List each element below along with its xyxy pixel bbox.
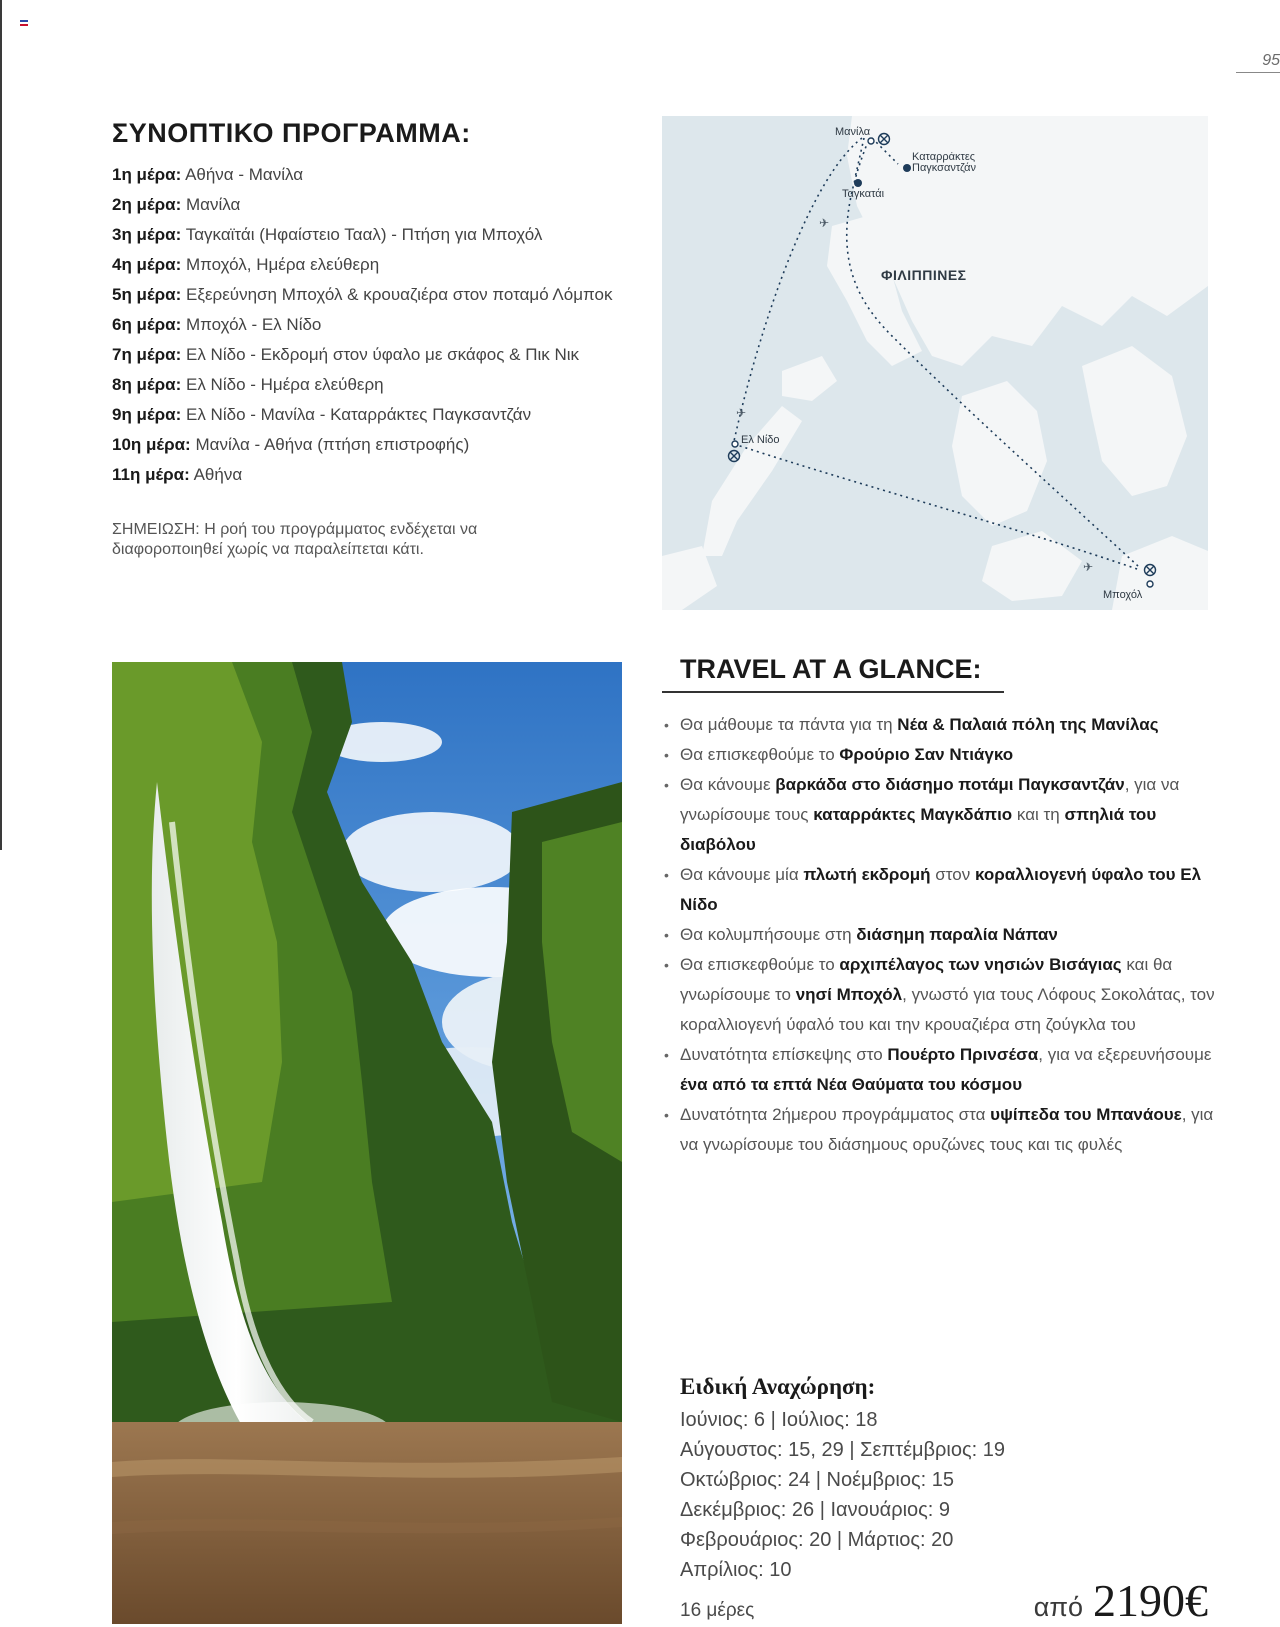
- program-day: [112, 310, 612, 340]
- program-day: [112, 340, 612, 370]
- map-label-country: ΦΙΛΙΠΠΙΝΕΣ: [881, 267, 967, 283]
- day-label: 1η μέρα:: [112, 165, 182, 184]
- map-label-falls: Καταρράκτες Παγκσαντζάν: [912, 152, 976, 174]
- departure-line: Απρίλιος: 10: [680, 1559, 792, 1581]
- departure-line: Φεβρουάριος: 20 | Μάρτιος: 20: [680, 1529, 954, 1551]
- waterfall-photo: [112, 662, 622, 1624]
- program-day: [112, 400, 612, 430]
- glance-item-text: Θα επισκεφθούμε το: [680, 955, 840, 974]
- departure-line: Ιούνιος: 6 | Ιούλιος: 18: [680, 1409, 878, 1431]
- day-label: 7η μέρα:: [112, 345, 182, 364]
- day-text: Μποχόλ, Ημέρα ελεύθερη: [186, 255, 380, 274]
- departures-list: [680, 1405, 1005, 1585]
- departure-line: Οκτώβριος: 24 | Νοέμβριος: 15: [680, 1469, 954, 1491]
- plane-icon: ✈: [736, 406, 747, 420]
- glance-list: [662, 710, 1222, 1160]
- glance-item: [662, 1040, 1222, 1100]
- program-day: [112, 250, 612, 280]
- glance-item-highlight: κοραλλιογενή ύφαλο του Ελ Νίδο: [680, 865, 1202, 914]
- day-text: Ελ Νίδο - Ημέρα ελεύθερη: [186, 375, 384, 394]
- day-text: Μανίλα - Αθήνα (πτήση επιστροφής): [195, 435, 470, 454]
- day-text: Αθήνα - Μανίλα: [185, 165, 304, 184]
- program-title: ΣΥΝΟΠΤΙΚΟ ΠΡΟΓΡΑΜΜΑ:: [112, 118, 471, 148]
- plane-icon: ✈: [819, 216, 830, 230]
- map-label-tagaytay: Ταγκατάι: [842, 188, 885, 200]
- glance-title: TRAVEL AT A GLANCE:: [680, 654, 982, 684]
- falls-dot: [903, 164, 911, 172]
- day-text: Μανίλα: [186, 195, 241, 214]
- glance-item: [662, 710, 1222, 740]
- day-text: Εξερεύνηση Μποχόλ & κρουαζιέρα στον ποταμό Λόμποκ: [186, 285, 613, 304]
- glance-item-text: , για να εξερευνήσουμε: [1038, 1045, 1212, 1064]
- day-text: Ελ Νίδο - Εκδρομή στον ύφαλο με σκάφος & Πικ Νικ: [186, 345, 580, 364]
- program-day-list: [112, 160, 612, 490]
- price-value: 2190€: [1093, 1575, 1208, 1626]
- glance-item: [662, 1100, 1222, 1160]
- glance-item-highlight: νησί Μποχόλ: [795, 985, 903, 1004]
- glance-item-text: , για να γνωρίσουμε τους: [680, 775, 1180, 824]
- glance-item-text: Θα μάθουμε τα πάντα για τη: [680, 715, 898, 734]
- glance-item-highlight: Νέα & Παλαιά πόλη της Μανίλας: [897, 715, 1159, 734]
- glance-item-text: Θα επισκεφθούμε το: [680, 745, 840, 764]
- map-label-bohol: Μποχόλ: [1103, 589, 1143, 601]
- day-label: 9η μέρα:: [112, 405, 182, 424]
- glance-item: [662, 860, 1222, 920]
- departure-line: Δεκέμβριος: 26 | Ιανουάριος: 9: [680, 1499, 951, 1521]
- map-svg: [662, 116, 1208, 610]
- glance-item-text: Δυνατότητα 2ήμερου προγράμματος στα: [680, 1105, 991, 1124]
- glance-item: [662, 740, 1222, 770]
- glance-item-highlight: ένα από τα επτά Νέα Θαύματα του κόσμου: [680, 1075, 1023, 1094]
- tagaytay-dot: [854, 179, 862, 187]
- departures-title: Ειδική Αναχώρηση:: [680, 1374, 876, 1399]
- glance-item: [662, 950, 1222, 1040]
- day-label: 4η μέρα:: [112, 255, 182, 274]
- glance-item-highlight: υψίπεδα του Μπανάουε: [990, 1105, 1182, 1124]
- glance-item-text: και θα γνωρίσουμε το: [680, 955, 1173, 1004]
- map-label-falls-box: [912, 152, 1012, 184]
- day-text: Μποχόλ - Ελ Νίδο: [186, 315, 322, 334]
- map-label-elnido: Ελ Νίδο: [741, 434, 780, 446]
- glance-item-highlight: διάσημη παραλία Νάπαν: [856, 925, 1058, 944]
- glance-item-text: , γνωστό για τους Λόφους Σοκολάτας, τον κοραλλιογενή ύφαλό του και την κρουαζιέρα στη ζούγκλα του: [680, 985, 1215, 1034]
- glance-item-text: Θα κολυμπήσουμε στη: [680, 925, 857, 944]
- day-label: 5η μέρα:: [112, 285, 182, 304]
- glance-item-text: Δυνατότητα επίσκεψης στο: [680, 1045, 888, 1064]
- glance-item-highlight: βαρκάδα στο διάσημο ποτάμι Παγκσαντζάν: [775, 775, 1125, 794]
- glance-item-text: Θα κάνουμε μία: [680, 865, 804, 884]
- bohol-dot: [1147, 581, 1153, 587]
- plane-icon: ✈: [1083, 560, 1094, 574]
- glance-item-text: στον: [930, 865, 975, 884]
- route-map: [662, 116, 1208, 610]
- elnido-dot: [732, 441, 738, 447]
- glance-item-highlight: πλωτή εκδρομή: [803, 865, 931, 884]
- glance-item: [662, 920, 1222, 950]
- program-day: [112, 460, 612, 490]
- price-prefix: από: [1033, 1592, 1083, 1622]
- page-number: 95: [1262, 52, 1280, 69]
- day-label: 10η μέρα:: [112, 435, 191, 454]
- day-text: Αθήνα: [193, 465, 243, 484]
- glance-item-highlight: Πουέρτο Πρινσέσα: [887, 1045, 1039, 1064]
- glance-item-highlight: καταρράκτες Μαγκδάπιο: [813, 805, 1013, 824]
- glance-title-underline: [662, 691, 1004, 693]
- day-text: Ταγκαϊτάι (Ηφαίστειο Τααλ) - Πτήση για Μποχόλ: [185, 225, 543, 244]
- day-text: Ελ Νίδο - Μανίλα - Καταρράκτες Παγκσαντζάν: [186, 405, 532, 424]
- waterfall-illustration: [112, 662, 622, 1624]
- glance-item-highlight: Φρούριο Σαν Ντιάγκο: [839, 745, 1014, 764]
- manila-dot: [868, 138, 874, 144]
- price: [1034, 1574, 1208, 1627]
- program-day: [112, 220, 612, 250]
- glance-item-highlight: σπηλιά του διαβόλου: [680, 805, 1157, 854]
- program-day: [112, 280, 612, 310]
- program-note: ΣΗΜΕΙΩΣΗ: Η ροή του προγράμματος ενδέχεται να διαφοροποιηθεί χωρίς να παραλείπεται κάτι.: [112, 521, 478, 558]
- flag-icon: [20, 20, 28, 26]
- glance-item-text: και τη: [1012, 805, 1065, 824]
- day-label: 6η μέρα:: [112, 315, 182, 334]
- glance-item-text: , για να γνωρίσουμε του διάσημους ορυζώνες τους και τις φυλές: [680, 1105, 1214, 1154]
- day-label: 3η μέρα:: [112, 225, 182, 244]
- program-day: [112, 160, 612, 190]
- map-label-manila: Μανίλα: [835, 126, 871, 138]
- day-label: 2η μέρα:: [112, 195, 182, 214]
- program-day: [112, 370, 612, 400]
- program-day: [112, 430, 612, 460]
- day-label: 8η μέρα:: [112, 375, 182, 394]
- departure-line: Αύγουστος: 15, 29 | Σεπτέμβριος: 19: [680, 1439, 1005, 1461]
- page-number-rule: [1236, 72, 1280, 73]
- day-label: 11η μέρα:: [112, 465, 190, 484]
- glance-item: [662, 770, 1222, 860]
- glance-item-text: Θα κάνουμε: [680, 775, 776, 794]
- program-day: [112, 190, 612, 220]
- glance-item-highlight: αρχιπέλαγος των νησιών Βισάγιας: [839, 955, 1122, 974]
- trip-duration: 16 μέρες: [680, 1600, 755, 1621]
- page-edge-line: [0, 0, 2, 850]
